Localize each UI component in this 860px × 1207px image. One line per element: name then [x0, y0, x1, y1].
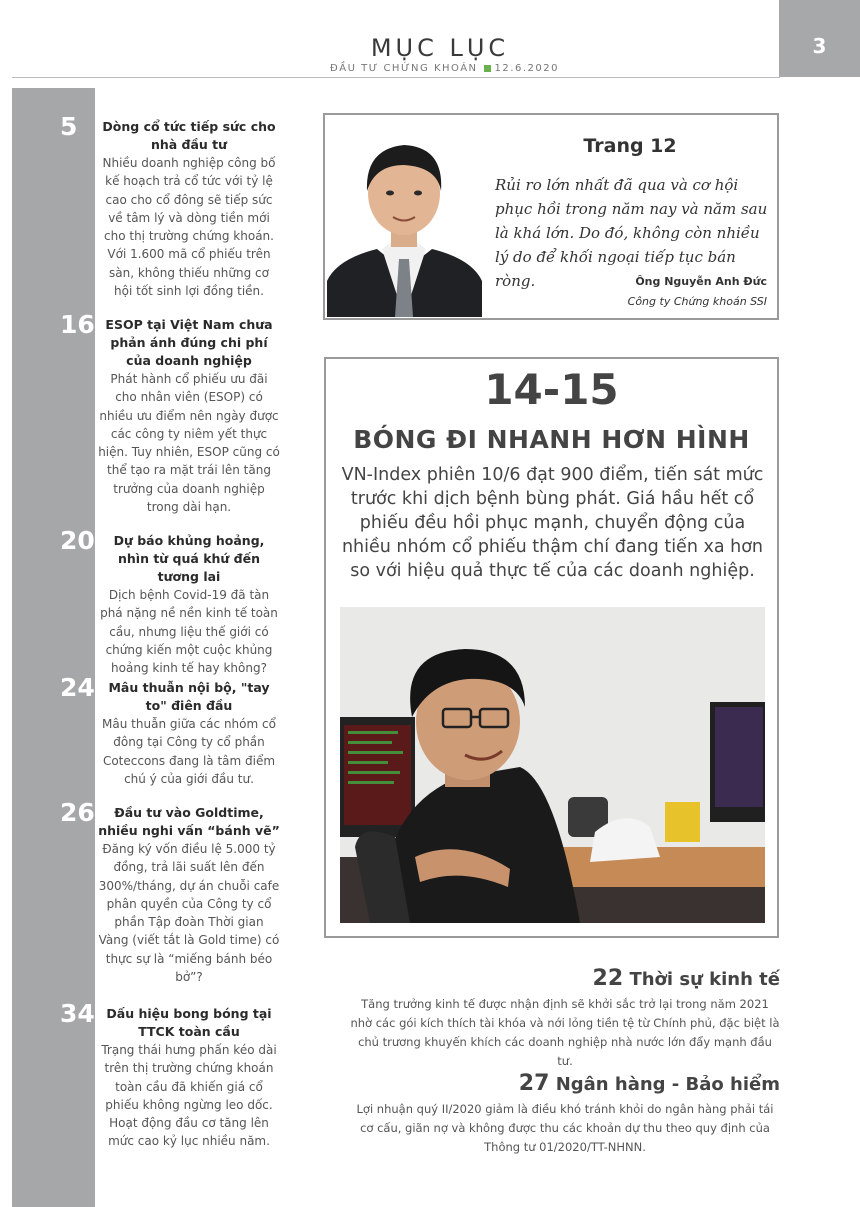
quote-page-label: Trang 12	[583, 135, 677, 157]
toc-title: Mâu thuẫn nội bộ, "tay to" điên đầu	[108, 680, 270, 713]
toc-title: ESOP tại Việt Nam chưa phản ánh đúng chi phí của doanh nghiệp	[105, 317, 273, 368]
article-title: Thời sự kinh tế	[629, 969, 780, 990]
article-page-number: 27	[518, 1071, 550, 1096]
toc-page-number: 26	[60, 798, 95, 827]
feature-summary: VN-Index phiên 10/6 đạt 900 điểm, tiến sát mức trước khi dịch bệnh bùng phát. Giá hầu hết cổ phiếu đều hồi phục mạnh, chuyển động của nhiều nhóm cổ phiếu thậm chí đang tiến xa hơn so với hiệu quả thực tế của các doanh nghiệp.	[341, 465, 764, 581]
toc-title: Dự báo khủng hoảng, nhìn từ quá khứ đến tương lai	[113, 533, 265, 584]
toc-description: Mâu thuẫn giữa các nhóm cổ đông tại Công ty cổ phần Coteccons đang là tâm điểm chú ý của giới đầu tư.	[102, 717, 276, 786]
page-number: 3	[779, 0, 860, 77]
feature-page-range: 14-15	[484, 365, 619, 414]
article-description: Tăng trưởng kinh tế được nhận định sẽ khởi sắc trở lại trong năm 2021 nhờ các gói kích thích tài khóa và nới lỏng tiền tệ từ Chính phủ, đặc biệt là chủ trương khuyến khích các doanh nghiệp nhà nước lớn đẩy mạnh đầu tư.	[350, 997, 780, 1068]
article-summary[interactable]	[350, 966, 780, 1071]
toc-description: Nhiều doanh nghiệp công bố kế hoạch trả cổ tức với tỷ lệ cao cho cổ đông sẽ tiếp sức về tâm lý và dòng tiền mới cho thị trường chứng khoán. Với 1.600 mã cổ phiếu trên sàn, không thiếu những cơ hội tốt sinh lợi đồng tiền.	[102, 156, 276, 299]
publication-name: ĐẦU TƯ CHỨNG KHOÁN	[330, 63, 478, 74]
portrait-photo	[327, 131, 482, 317]
toc-page-number: 5	[60, 112, 78, 141]
toc-description: Phát hành cổ phiếu ưu đãi cho nhân viên (ESOP) có nhiều ưu điểm nên ngày được các công ty niêm yết thực hiện. Tuy nhiên, ESOP cũng có thể tạo ra mặt trái lên tăng trưởng của doanh nghiệp trong dài hạn.	[98, 372, 280, 515]
toc-entry[interactable]	[60, 673, 280, 788]
publication-line	[330, 63, 570, 74]
toc-page-number: 24	[60, 673, 95, 702]
quote-author: Ông Nguyễn Anh Đức	[635, 275, 767, 288]
quote-organization: Công ty Chứng khoán SSI	[627, 295, 767, 308]
feature-box[interactable]	[324, 357, 779, 938]
quote-box[interactable]	[323, 113, 779, 320]
toc-title: Đầu tư vào Goldtime, nhiều nghi vấn “bánh vẽ”	[98, 805, 280, 838]
toc-description: Đăng ký vốn điều lệ 5.000 tỷ đồng, trả lãi suất lên đến 300%/tháng, dự án chuỗi cafe phân quyền của Công ty cổ phần Tập đoàn Thời gian Vàng (viết tắt là Gold time) có thực sự là “miếng bánh béo bở”?	[98, 842, 280, 985]
article-title: Ngân hàng - Bảo hiểm	[555, 1074, 780, 1095]
toc-title: Dấu hiệu bong bóng tại TTCK toàn cầu	[106, 1006, 272, 1039]
article-description: Lợi nhuận quý II/2020 giảm là điều khó tránh khỏi do ngân hàng phải tái cơ cấu, giãn nợ và không được thu các khoản dự thu theo quy định của Thông tư 01/2020/TT-NHNN.	[356, 1102, 774, 1154]
article-heading	[350, 1071, 780, 1096]
feature-photo	[340, 607, 765, 923]
toc-page-number: 16	[60, 310, 95, 339]
toc-entry[interactable]	[60, 526, 280, 677]
feature-title: BÓNG ĐI NHANH HƠN HÌNH	[353, 425, 750, 454]
section-title: MỤC LỤC	[370, 34, 510, 62]
toc-title: Dòng cổ tức tiếp sức cho nhà đầu tư	[102, 119, 276, 152]
article-summary[interactable]	[350, 1071, 780, 1157]
toc-description: Dịch bệnh Covid-19 đã tàn phá nặng nề nền kinh tế toàn cầu, nhưng liệu thế giới có chứng kiến một cuộc khủng hoảng kinh tế hay không?	[100, 588, 278, 676]
article-page-number: 22	[592, 966, 624, 991]
toc-entry[interactable]	[60, 999, 280, 1151]
toc-page-number: 34	[60, 999, 95, 1028]
quote-text: Rủi ro lớn nhất đã qua và cơ hội phục hồi trong năm nay và năm sau là khá lớn. Do đó, không còn nhiều lý do để khối ngoại tiếp tục bán ròng.	[495, 176, 768, 290]
separator-square-icon	[484, 65, 491, 72]
toc-entry[interactable]	[60, 112, 280, 300]
article-heading	[350, 966, 780, 991]
toc-description: Trạng thái hưng phấn kéo dài trên thị trường chứng khoán toàn cầu đã khiến giá cổ phiếu không ngừng leo dốc. Hoạt động đầu cơ tăng lên mức cao kỷ lục nhiều năm.	[101, 1043, 277, 1149]
issue-date: 12.6.2020	[494, 63, 559, 74]
toc-page-number: 20	[60, 526, 95, 555]
header-divider	[12, 77, 780, 78]
toc-entry[interactable]	[60, 310, 280, 516]
toc-entry[interactable]	[60, 798, 280, 986]
